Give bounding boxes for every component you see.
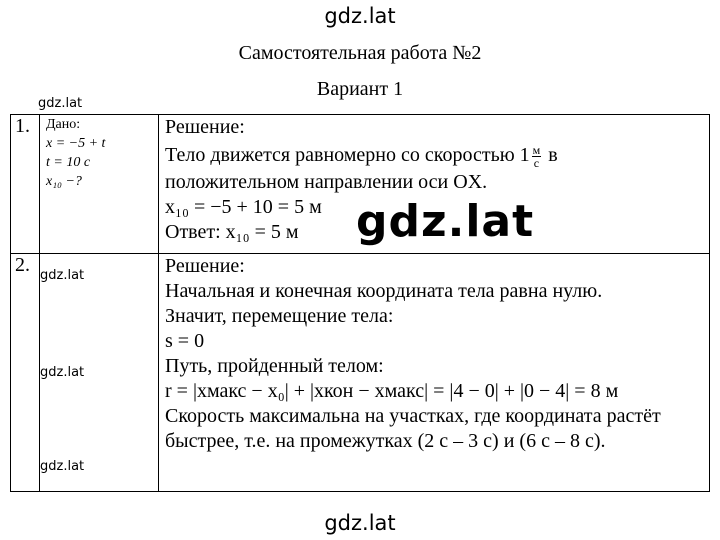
page-title: Самостоятельная работа №2 (238, 42, 482, 64)
watermark-top: gdz.lat (324, 4, 396, 28)
fraction-denominator: с (533, 155, 540, 170)
given-line: x₁₀ −? (46, 174, 82, 189)
solution-line: положительном направлении оси OX. (165, 171, 488, 193)
watermark-bottom: gdz.lat (324, 511, 396, 535)
solution-line: Значит, перемещение тела: (165, 305, 394, 327)
solution-line: s = 0 (165, 330, 205, 352)
problem-number: 1. (11, 115, 40, 254)
watermark-small: gdz.lat (38, 96, 83, 111)
solution-line: r = |xмакс − x₀| + |xкон − xмакс| = |4 − 0| + |0 − 4| = 8 м (165, 380, 619, 402)
solution-heading: Решение: (165, 116, 245, 138)
solution-table (10, 114, 710, 492)
solution-line: Начальная и конечная координата тела равна нулю. (165, 280, 603, 302)
problem-row-2 (11, 254, 710, 492)
watermark-small: gdz.lat (40, 459, 85, 474)
solution-heading: Решение: (165, 255, 245, 277)
solution-line: Скорость максимальна на участках, где координата растёт (165, 405, 661, 427)
solution-text: Тело движется равномерно со скоростью 1 (165, 144, 530, 166)
solution-text: в (548, 144, 558, 166)
variant-title: Вариант 1 (316, 78, 404, 100)
given-line: x = −5 + t (46, 136, 106, 151)
given-cell (40, 115, 159, 254)
velocity-unit-fraction (532, 144, 542, 169)
given-line: t = 10 c (46, 155, 91, 170)
watermark-center: gdz.lat (356, 196, 535, 247)
solution-line: x₁₀ = −5 + 10 = 5 м (165, 196, 322, 218)
given-cell-empty (40, 254, 159, 492)
answer-line: Ответ: x₁₀ = 5 м (165, 221, 299, 243)
solution-line (165, 140, 709, 170)
solution-line: Путь, пройденный телом: (165, 355, 384, 377)
solution-cell (159, 254, 710, 492)
solution-line: быстрее, т.е. на промежутках (2 с – 3 с) и (6 с – 8 с). (165, 430, 606, 452)
watermark-small: gdz.lat (40, 365, 85, 380)
problem-number: 2. (11, 254, 40, 492)
fraction-numerator: м (532, 142, 541, 157)
given-label: Дано: (46, 117, 81, 132)
watermark-small: gdz.lat (40, 268, 85, 283)
